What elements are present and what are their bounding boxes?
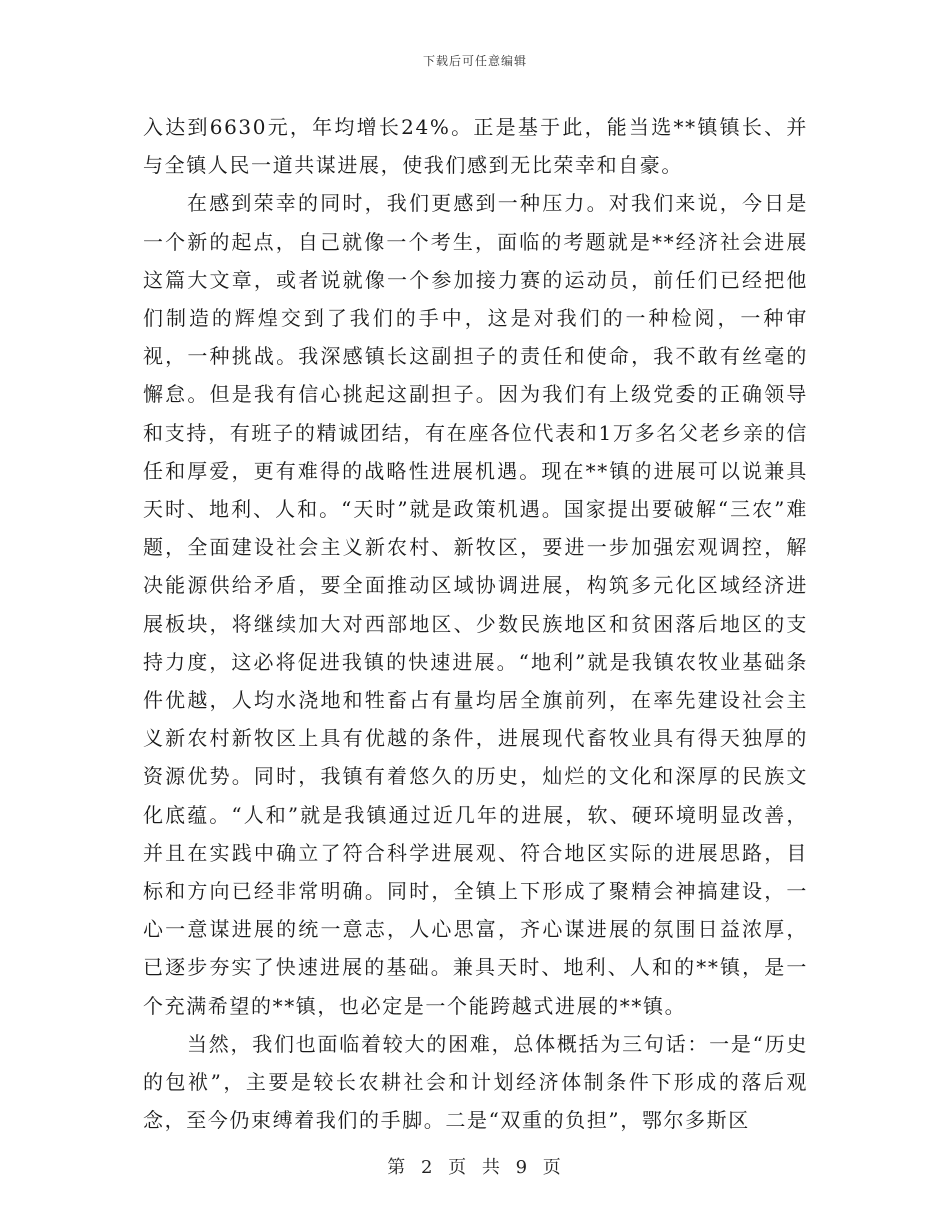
- paragraph-pressure-and-opportunity: 在感到荣幸的同时，我们更感到一种压力。对我们来说，今日是一个新的起点，自己就像一个考生，面临的考题就是**经济社会进展这篇大文章，或者说就像一个参加接力赛的运动员，前任们已经把他们制造的辉煌交到了我们的手中，这是对我们的一种检阅，一种审视，一种挑战。我深感镇长这副担子的责任和使命，我不敢有丝毫的懈怠。但是我有信心挑起这副担子。因为我们有上级党委的正确领导和支持，有班子的精诚团结，有在座各位代表和1万多名父老乡亲的信任和厚爱，更有难得的战略性进展机遇。现在**镇的进展可以说兼具天时、地利、人和。“天时”就是政策机遇。国家提出要破解“三农”难题，全面建设社会主义新农村、新牧区，要进一步加强宏观调控，解决能源供给矛盾，要全面推动区域协调进展，构筑多元化区域经济进展板块，将继续加大对西部地区、少数民族地区和贫困落后地区的支持力度，这必将促进我镇的快速进展。“地利”就是我镇农牧业基础条件优越，人均水浇地和牲畜占有量均居全旗前列，在率先建设社会主义新农村新牧区上具有优越的条件，进展现代畜牧业具有得天独厚的资源优势。同时，我镇有着悠久的历史，灿烂的文化和深厚的民族文化底蕴。“人和”就是我镇通过近几年的进展，软、硬环境明显改善，并且在实践中确立了符合科学进展观、符合地区实际的进展思路，目标和方向已经非常明确。同时，全镇上下形成了聚精会神搞建设，一心一意谋进展的统一意志，人心思富，齐心谋进展的氛围日益浓厚，已逐步夯实了快速进展的基础。兼具天时、地利、人和的**镇，是一个充满希望的**镇，也必定是一个能跨越式进展的**镇。: [143, 191, 808, 1018]
- paragraph-difficulties: 当然，我们也面临着较大的困难，总体概括为三句话：一是“历史的包袱”，主要是较长农耕社会和计划经济体制条件下形成的落后观念，至今仍束缚着我们的手脚。二是“双重的负担”，鄂尔多斯区: [143, 1031, 808, 1133]
- footer-ye-end: 页: [542, 1157, 563, 1178]
- paragraph-continued: 入达到6630元，年均增长24%。正是基于此，能当选**镇镇长、并与全镇人民一道共谋进展，使我们感到无比荣幸和自豪。: [143, 115, 808, 178]
- footer-total-pages: 9: [515, 1157, 530, 1178]
- document-body: [143, 108, 808, 1139]
- footer-page-number: 2: [420, 1157, 435, 1178]
- page-header-note: 下载后可任意编辑: [422, 54, 527, 68]
- page-footer: [0, 1153, 950, 1179]
- footer-gong: 共: [481, 1157, 502, 1178]
- footer-ye: 页: [448, 1157, 469, 1178]
- footer-di: 第: [387, 1157, 408, 1178]
